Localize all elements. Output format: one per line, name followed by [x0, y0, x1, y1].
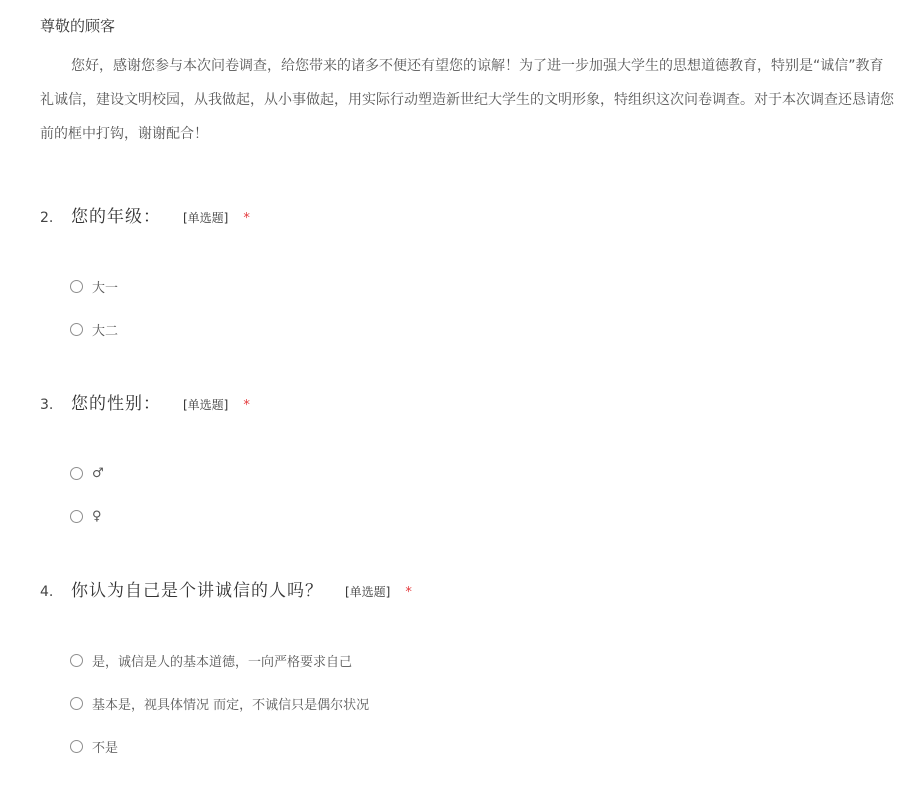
radio-button[interactable] [70, 697, 83, 710]
required-mark: * [243, 398, 250, 413]
radio-button[interactable] [70, 510, 83, 523]
question-number: 4. [40, 584, 54, 600]
intro-paragraph [40, 52, 900, 154]
intro-line: 前的框中打钩，谢谢配合！ [40, 126, 208, 142]
radio-button[interactable] [70, 740, 83, 753]
radio-button[interactable] [70, 467, 83, 480]
option-honest-yes[interactable] [70, 650, 352, 670]
option-label: 不是 [92, 740, 119, 756]
question-header [40, 202, 250, 230]
question-4 [40, 576, 412, 604]
question-header [40, 576, 412, 604]
radio-button[interactable] [70, 654, 83, 667]
question-header [40, 389, 250, 417]
question-type-tag: [单选题] [183, 398, 229, 412]
question-number: 2. [40, 210, 54, 226]
option-label: 大二 [92, 323, 119, 339]
required-mark: * [243, 211, 250, 226]
radio-button[interactable] [70, 280, 83, 293]
question-type-tag: [单选题] [183, 211, 229, 225]
required-mark: * [405, 585, 412, 600]
question-3 [40, 389, 250, 417]
intro-line: 您好，感谢您参与本次问卷调查，给您带来的诸多不便还有望您的谅解！为了进一步加强大学生的思想道德教育，特别是“诚信”教育 [71, 58, 884, 74]
option-grade-freshman[interactable] [70, 276, 118, 296]
option-gender-male[interactable] [70, 463, 104, 483]
intro-line: 礼诚信，建设文明校园，从我做起，从小事做起，用实际行动塑造新世纪大学生的文明形象，特组织这次问卷调查。对于本次调查还恳请您 [40, 92, 894, 108]
option-grade-sophomore[interactable] [70, 319, 118, 339]
option-label: 基本是，视具体情况 而定，不诚信只是偶尔状况 [92, 697, 370, 713]
option-gender-female[interactable] [70, 506, 102, 526]
question-2 [40, 202, 250, 230]
option-honest-no[interactable] [70, 736, 118, 756]
option-label: 是，诚信是人的基本道德，一向严格要求自己 [92, 654, 353, 670]
question-title: 你认为自己是个讲诚信的人吗？ [71, 581, 323, 601]
question-type-tag: [单选题] [345, 585, 391, 599]
option-label: 大一 [92, 280, 119, 296]
radio-button[interactable] [70, 323, 83, 336]
question-title: 您的性别： [71, 394, 161, 414]
question-number: 3. [40, 397, 54, 413]
option-label: ♂ [92, 465, 104, 481]
question-title: 您的年级： [71, 207, 161, 227]
greeting-heading: 尊敬的顾客 [40, 17, 116, 35]
option-honest-mostly[interactable] [70, 693, 369, 713]
option-label: ♀ [92, 508, 102, 524]
